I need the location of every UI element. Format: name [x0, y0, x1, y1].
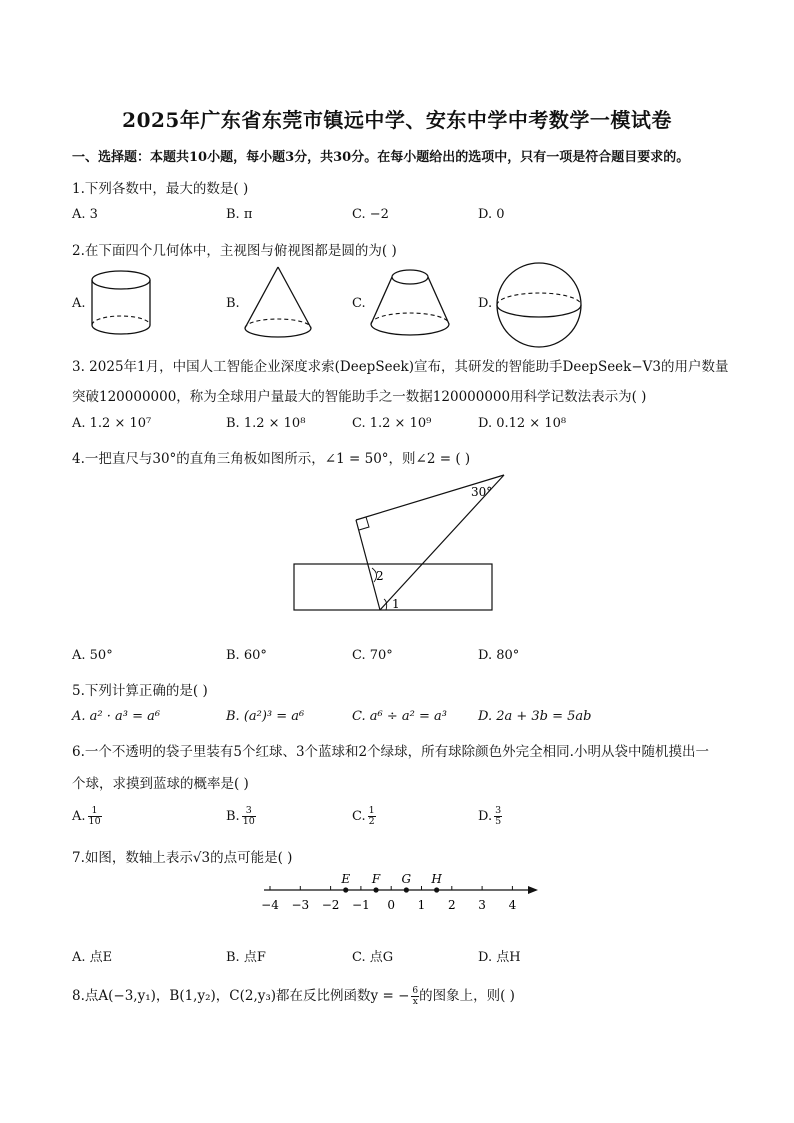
q6-option-d: D. $\frac{3}{5}$ [478, 805, 502, 827]
q5-option-d: D. 2a + 3b = 5ab [478, 709, 592, 724]
question-5-stem: 5.下列计算正确的是( ) [72, 683, 208, 699]
number-line-point-label: E [341, 872, 351, 886]
number-line-point [373, 887, 378, 892]
ruler-triangle-figure [288, 468, 510, 618]
q5-option-c: C. a⁶ ÷ a² = a³ [352, 709, 447, 724]
frustum-figure [368, 266, 452, 340]
number-line-tick-label: 3 [478, 898, 486, 912]
q2-option-c: C. [352, 296, 366, 311]
q1-option-b: B. π [226, 207, 253, 222]
angle-30-label: 30° [471, 485, 493, 499]
q3-option-d: D. 0.12 × 10⁸ [478, 416, 567, 431]
number-line-point [343, 887, 348, 892]
page-title: 2025年广东省东莞市镇远中学、安东中学中考数学一模试卷 [122, 108, 672, 132]
question-7-stem: 7.如图，数轴上表示√3的点可能是( ) [72, 850, 293, 866]
cylinder-figure [88, 268, 154, 338]
q6-option-c: C. $\frac{1}{2}$ [352, 805, 375, 827]
number-line-tick-label: 4 [508, 898, 517, 912]
q1-option-d: D. 0 [478, 207, 505, 222]
sphere-figure [494, 261, 584, 349]
number-line-tick-label: −2 [321, 898, 340, 912]
number-line-tick-label: 0 [387, 898, 396, 912]
q2-option-d: D. [478, 296, 493, 311]
q5-option-a: A. a² · a³ = a⁶ [72, 709, 161, 724]
question-3-stem-line1: 3. 2025年1月，中国人工智能企业深度求索(DeepSeek)宣布，其研发的智能助手DeepSeek−V3的用户数量 [72, 359, 729, 375]
section-heading: 一、选择题：本题共10小题，每小题3分，共30分。在每小题给出的选项中，只有一项是符合题目要求的。 [72, 150, 690, 165]
number-line-point-label: H [431, 872, 442, 886]
number-line-point [434, 887, 439, 892]
q5-option-b: B. (a²)³ = a⁶ [226, 709, 305, 724]
q3-option-b: B. 1.2 × 10⁸ [226, 416, 306, 431]
question-4-stem: 4.一把直尺与30°的直角三角板如图所示，∠1 = 50°，则∠2 = ( ) [72, 451, 471, 467]
q1-option-c: C. −2 [352, 207, 389, 222]
q3-option-c: C. 1.2 × 10⁹ [352, 416, 432, 431]
number-line-tick-label: 1 [417, 898, 426, 912]
cone-figure [242, 264, 314, 340]
q7-option-d: D. 点H [478, 950, 521, 965]
question-1-stem: 1.下列各数中，最大的数是( ) [72, 181, 249, 197]
q6-option-b: B. $\frac{3}{10}$ [226, 805, 255, 827]
q1-option-a: A. 3 [72, 207, 98, 222]
number-line-tick-label: −1 [352, 898, 370, 912]
q3-option-a: A. 1.2 × 10⁷ [72, 416, 152, 431]
number-line-point-label: G [401, 872, 412, 886]
q7-option-b: B. 点F [226, 950, 266, 965]
question-8-stem: 8.点A(−3,y₁)，B(1,y₂)，C(2,y₃)都在反比例函数y = − $\frac{6}{x}$ 的图象上，则( ) [72, 986, 515, 1007]
number-line-tick-label: −4 [261, 898, 279, 912]
angle-2-label: 2 [376, 569, 384, 583]
number-line-point [404, 887, 409, 892]
angle-1-label: 1 [392, 597, 400, 611]
question-6-stem-line1: 6.一个不透明的袋子里装有5个红球、3个蓝球和2个绿球，所有球除颜色外完全相同.小明从袋中随机摸出一 [72, 744, 709, 760]
q4-option-b: B. 60° [226, 648, 267, 663]
q4-option-a: A. 50° [72, 648, 113, 663]
question-3-stem-line2: 突破120000000，称为全球用户量最大的智能助手之一数据120000000用科学记数法表示为( ) [72, 389, 647, 405]
question-2-stem: 2.在下面四个几何体中，主视图与俯视图都是圆的为( ) [72, 243, 397, 259]
q4-option-d: D. 80° [478, 648, 520, 663]
q7-option-a: A. 点E [72, 950, 113, 965]
question-6-stem-line2: 个球，求摸到蓝球的概率是( ) [72, 776, 249, 792]
q7-option-c: C. 点G [352, 950, 394, 965]
number-line-tick-label: −3 [291, 898, 310, 912]
number-line-tick-label: 2 [447, 898, 456, 912]
number-line-figure [256, 866, 546, 918]
q4-option-c: C. 70° [352, 648, 393, 663]
q2-option-a: A. [72, 296, 86, 311]
q6-option-a: A. $\frac{1}{10}$ [72, 805, 101, 827]
number-line-point-label: F [371, 872, 381, 886]
q2-option-b: B. [226, 296, 240, 311]
